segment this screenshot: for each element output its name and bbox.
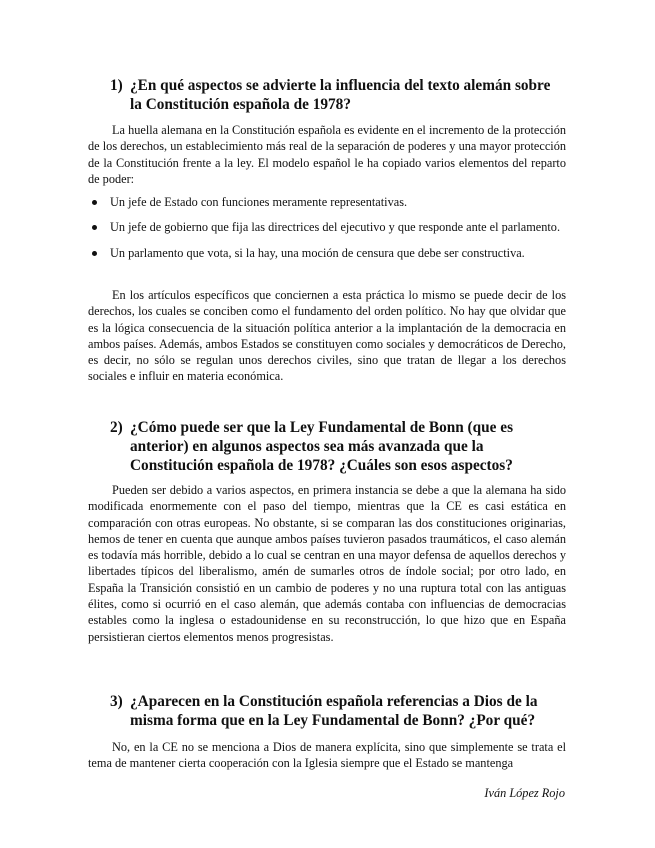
bullet-icon — [92, 200, 97, 205]
list-item — [88, 219, 566, 235]
question-2-text: ¿Cómo puede ser que la Ley Fundamental de Bonn (que es anterior) en algunos aspectos sea más avanzada que la Constitución española de 1978? ¿Cuáles son esos aspectos? — [130, 419, 514, 474]
answer-1-bullet-list — [88, 194, 566, 270]
bullet-icon — [92, 225, 97, 230]
question-1-number: 1) — [110, 77, 123, 94]
question-3-heading — [110, 692, 562, 730]
answer-1-intro: La huella alemana en la Constitución española es evidente en el incremento de la protección de los derechos, un establecimiento más real de la separación de poderes y una mayor protección de la Constitución frente a la ley. El modelo español le ha copiado varios elementos del reparto de poder: — [88, 123, 566, 186]
question-3-text: ¿Aparecen en la Constitución española referencias a Dios de la misma forma que en la Ley Fundamental de Bonn? ¿Por qué? — [130, 693, 538, 729]
bullet-icon — [92, 251, 97, 256]
answer-1-conclusion: En los artículos específicos que conciernen a esta práctica lo mismo se puede decir de los derechos, los cuales se conciben como el fundamento del orden político. No hay que olvidar que es la lógica consecuencia de la situación política anterior a la implantación de la democracia en ambos países. Además, ambos Estados se constituyen como sociales y democráticos de Derecho, es decir, no sólo se regulan unos derechos civiles, sino que tratan de llegar a los derechos sociales e influir en materia económica. — [88, 288, 566, 384]
question-2-heading — [110, 418, 562, 475]
question-3-number: 3) — [110, 693, 123, 710]
list-item-text: Un jefe de gobierno que fija las directrices del ejecutivo y que responde ante el parlamento. — [110, 220, 561, 235]
answer-2-body: Pueden ser debido a varios aspectos, en primera instancia se debe a que la alemana ha sido modificada enormemente con el paso del tiempo, mientras que la CE es casi estática en comparación con otras europeas. No obstante, si se comparan las dos constituciones originarias, hemos de tener en cuenta que aunque ambos países tuvieron pasados traumáticos, el caso alemán es todavía más horrible, debido a lo cual se centran en una mayor defensa de aquellos derechos y libertades típicos del liberalismo, amén de sumarles otros de índole social; por otro lado, en España la Transición consistió en un cambio de poderes y no una ruptura total con las antiguas élites, como si ocurrió en el caso alemán, que además contaba con influencias de democracias estables como la inglesa o estadounidense en su reconstrucción, lo que hizo que en España persistieran ciertos elementos menos progresistas. — [88, 483, 566, 644]
list-item — [88, 194, 566, 210]
list-item — [88, 245, 566, 261]
author-signature: Iván López Rojo — [484, 786, 565, 800]
answer-3-body: No, en la CE no se menciona a Dios de manera explícita, sino que simplemente se trata el tema de mantener cierta cooperación con la Iglesia siempre que el Estado se mantenga — [88, 740, 566, 771]
question-1-heading — [110, 76, 562, 114]
list-item-text: Un parlamento que vota, si la hay, una moción de censura que debe ser constructiva. — [110, 245, 525, 260]
list-item-text: Un jefe de Estado con funciones meramente representativas. — [110, 195, 408, 209]
question-2-number: 2) — [110, 419, 123, 436]
question-1-text: ¿En qué aspectos se advierte la influencia del texto alemán sobre la Constitución española de 1978? — [130, 77, 551, 113]
